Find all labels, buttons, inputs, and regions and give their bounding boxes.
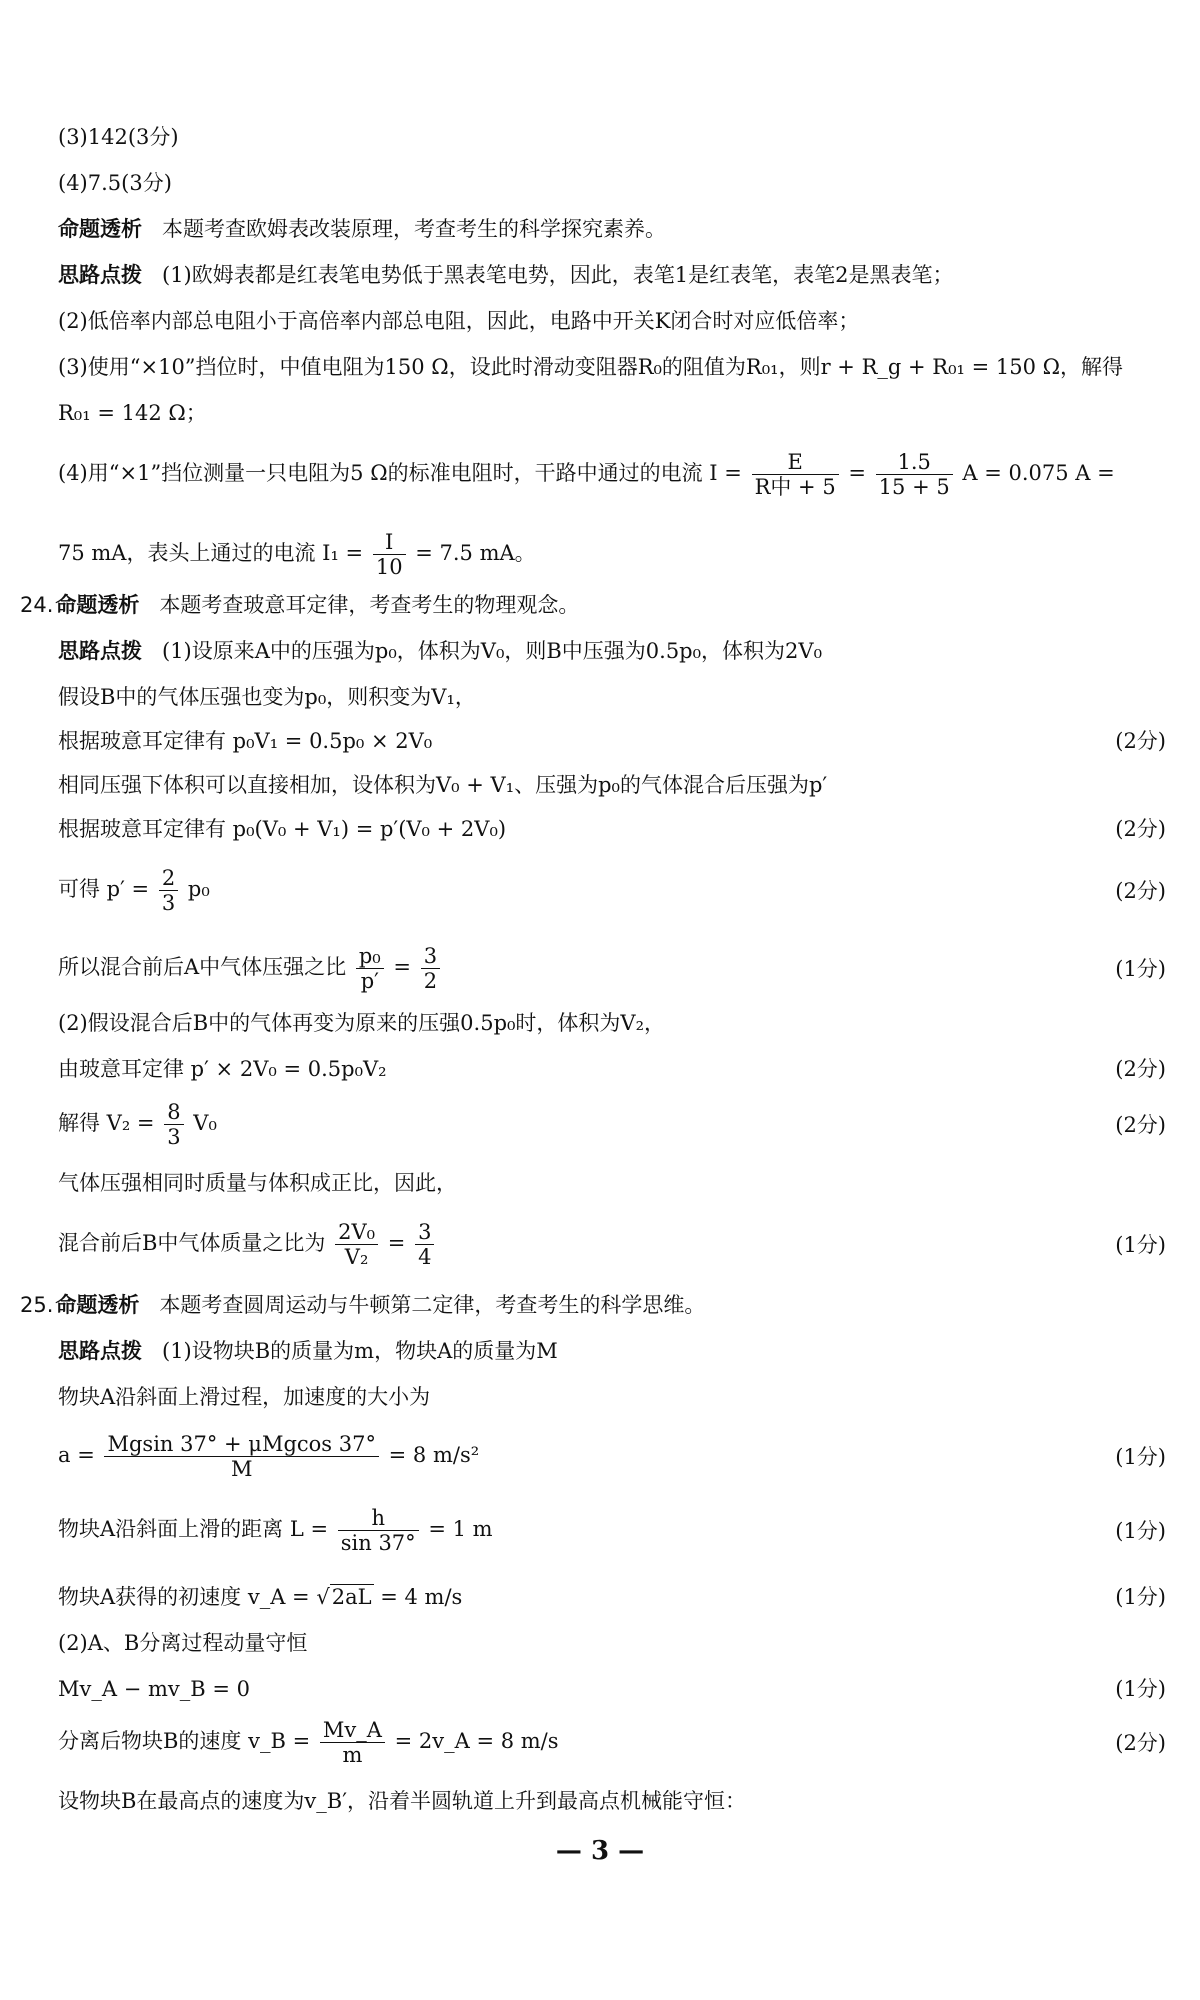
q24-line-13 <box>58 1220 1166 1269</box>
question-number: 25. <box>20 1293 54 1317</box>
line-text: R₀₁ = 142 Ω； <box>58 401 207 425</box>
numerator: h <box>338 1506 419 1531</box>
numerator: Mv_A <box>320 1718 385 1743</box>
page-number: — 3 — <box>555 1836 645 1866</box>
q24-line-4 <box>58 728 1166 754</box>
section-label: 命题透析 <box>55 1293 140 1317</box>
score: (1分) <box>1115 1585 1166 1609</box>
line-text: 物块A沿斜面上滑过程，加速度的大小为 <box>58 1385 431 1409</box>
numerator: p₀ <box>356 944 384 969</box>
line-text: 根据玻意耳定律有 p₀(V₀ + V₁) = p′(V₀ + 2V₀) <box>58 817 507 841</box>
line-text: Mv_A − mv_B = 0 <box>58 1677 250 1701</box>
analysis-line <box>58 216 1166 242</box>
numerator: I <box>373 530 406 555</box>
denominator: 2 <box>423 969 438 993</box>
fraction <box>876 450 953 499</box>
fraction <box>415 1220 434 1269</box>
section-label: 思路点拨 <box>58 1339 142 1363</box>
denominator: 3 <box>161 891 176 915</box>
q25-analysis <box>20 1292 1166 1318</box>
score: (2分) <box>1115 1057 1166 1081</box>
line-text: a = <box>58 1443 95 1467</box>
line-text: (2)假设混合后B中的气体再变为原来的压强0.5p₀时，体积为V₂， <box>58 1011 666 1035</box>
denominator: 3 <box>167 1125 181 1149</box>
q24-line-8 <box>58 944 1166 993</box>
q24-analysis <box>20 592 1166 618</box>
sqrt-radicand: 2aL <box>331 1585 372 1609</box>
score: (2分) <box>1115 1113 1166 1137</box>
denominator: p′ <box>360 969 379 993</box>
fraction <box>752 450 839 499</box>
line-text: = <box>393 955 412 979</box>
section-label: 思路点拨 <box>58 263 142 287</box>
fraction <box>320 1718 385 1767</box>
line-text: (4)用“×1”挡位测量一只电阻为5 Ω的标准电阻时，干路中通过的电流 I = <box>58 461 742 485</box>
fraction <box>421 944 440 993</box>
hint-line-5 <box>58 450 1166 499</box>
denominator: sin 37° <box>340 1531 416 1555</box>
line-text: (4)7.5(3分) <box>58 171 172 195</box>
fraction <box>159 866 178 915</box>
line-text: = <box>387 1231 406 1255</box>
score: (1分) <box>1115 1233 1166 1257</box>
q25-line-10 <box>58 1788 1166 1814</box>
line-text: V₀ <box>193 1111 217 1135</box>
score: (2分) <box>1115 879 1166 903</box>
line-text: 物块A沿斜面上滑的距离 L = <box>58 1517 329 1541</box>
hint-line-2 <box>58 308 1166 334</box>
line-text: = <box>848 461 866 485</box>
q24-line-11 <box>58 1100 1166 1149</box>
line-text: = 1 m <box>428 1517 493 1541</box>
q24-line-9 <box>58 1010 1166 1036</box>
denominator: V₂ <box>344 1245 369 1269</box>
numerator: 3 <box>415 1220 434 1245</box>
fraction <box>104 1432 378 1481</box>
line-text: 所以混合前后A中气体压强之比 <box>58 955 347 979</box>
line-text: (2)A、B分离过程动量守恒 <box>58 1631 308 1655</box>
hint-line-4 <box>58 400 1166 426</box>
score: (1分) <box>1115 1445 1166 1469</box>
q24-line-3 <box>58 684 1166 710</box>
line-text: 相同压强下体积可以直接相加，设体积为V₀ + V₁、压强为p₀的气体混合后压强为p′ <box>58 773 828 797</box>
line-text: = 8 m/s² <box>388 1443 480 1467</box>
line-text: (1)设原来A中的压强为p₀，体积为V₀，则B中压强为0.5p₀，体积为2V₀ <box>162 639 822 663</box>
line-text: (3)142(3分) <box>58 125 179 149</box>
line-text: 物块A获得的初速度 v_A = <box>58 1585 310 1609</box>
numerator: E <box>752 450 839 475</box>
score: (1分) <box>1115 1677 1166 1701</box>
numerator: 2V₀ <box>335 1220 378 1245</box>
fraction <box>164 1100 183 1149</box>
line-text: (1)欧姆表都是红表笔电势低于黑表笔电势，因此，表笔1是红表笔，表笔2是黑表笔； <box>162 263 954 287</box>
denominator: M <box>230 1457 253 1481</box>
line-text: 气体压强相同时质量与体积成正比，因此， <box>58 1171 457 1195</box>
line-text: = 4 m/s <box>380 1585 463 1609</box>
q24-line-12 <box>58 1170 1166 1196</box>
denominator: 15 + 5 <box>878 475 950 499</box>
section-label: 思路点拨 <box>58 639 142 663</box>
section-label: 命题透析 <box>55 593 140 617</box>
q25-line-9 <box>58 1718 1166 1767</box>
q25-line-7 <box>58 1630 1166 1656</box>
line-text: 设物块B在最高点的速度为v_B′，沿着半圆轨道上升到最高点机械能守恒： <box>58 1789 746 1813</box>
line-text: 本题考查欧姆表改装原理，考查考生的科学探究素养。 <box>162 217 666 241</box>
q25-line-4 <box>58 1432 1166 1481</box>
numerator: Mgsin 37° + μMgcos 37° <box>104 1432 378 1457</box>
hint-line <box>58 262 1166 288</box>
score: (1分) <box>1115 1519 1166 1543</box>
line-text: 分离后物块B的速度 v_B = <box>58 1729 311 1753</box>
hint-line-3 <box>58 354 1166 380</box>
answer-line-3 <box>58 124 1166 150</box>
line-text: 75 mA，表头上通过的电流 I₁ = <box>58 541 364 565</box>
q24-hint <box>58 638 1166 664</box>
line-text: 本题考查玻意耳定律，考查考生的物理观念。 <box>159 593 580 617</box>
line-text: (3)使用“×10”挡位时，中值电阻为150 Ω，设此时滑动变阻器R₀的阻值为R₀₁，则r + R_g + R₀₁ = 150 Ω，解得 <box>58 355 1124 379</box>
score: (2分) <box>1115 729 1166 753</box>
q25-line-5 <box>58 1506 1166 1555</box>
q24-line-10 <box>58 1056 1166 1082</box>
q24-line-7 <box>58 866 1166 915</box>
denominator: R中 + 5 <box>754 475 836 499</box>
numerator: 8 <box>164 1100 183 1125</box>
line-text: 可得 p′ = <box>58 877 150 901</box>
numerator: 2 <box>159 866 178 891</box>
line-text: (1)设物块B的质量为m，物块A的质量为M <box>162 1339 558 1363</box>
score: (2分) <box>1115 1731 1166 1755</box>
q25-line-8 <box>58 1676 1166 1702</box>
question-number: 24. <box>20 593 54 617</box>
line-text: p₀ <box>187 877 210 901</box>
numerator: 3 <box>421 944 440 969</box>
q25-hint <box>58 1338 1166 1364</box>
q25-line-3 <box>58 1384 1166 1410</box>
q24-line-6 <box>58 816 1166 842</box>
section-label: 命题透析 <box>58 217 142 241</box>
score: (1分) <box>1115 957 1166 981</box>
line-text: 本题考查圆周运动与牛顿第二定律，考查考生的科学思维。 <box>159 1293 706 1317</box>
fraction <box>373 530 406 579</box>
line-text: = 2v_A = 8 m/s <box>394 1729 559 1753</box>
line-text: = 7.5 mA。 <box>415 541 536 565</box>
answer-line-4 <box>58 170 1166 196</box>
q25-line-6: 物块A获得的初速度 v_A = √2aL = 4 m/s (1分) <box>58 1585 1166 1609</box>
score: (2分) <box>1115 817 1166 841</box>
line-text: 解得 V₂ = <box>58 1111 155 1135</box>
hint-line-6 <box>58 530 1166 579</box>
fraction <box>356 944 384 993</box>
fraction <box>338 1506 419 1555</box>
denominator: 10 <box>375 555 403 579</box>
line-text: 混合前后B中气体质量之比为 <box>58 1231 326 1255</box>
q24-line-5 <box>58 772 1166 798</box>
line-text: (2)低倍率内部总电阻小于高倍率内部总电阻，因此，电路中开关K闭合时对应低倍率； <box>58 309 860 333</box>
denominator: 4 <box>418 1245 432 1269</box>
line-text: 根据玻意耳定律有 p₀V₁ = 0.5p₀ × 2V₀ <box>58 729 433 753</box>
line-text: A = 0.075 A = <box>962 461 1115 485</box>
fraction <box>335 1220 378 1269</box>
line-text: 假设B中的气体压强也变为p₀，则积变为V₁， <box>58 685 476 709</box>
denominator: m <box>342 1743 363 1767</box>
numerator: 1.5 <box>876 450 953 475</box>
line-text: 由玻意耳定律 p′ × 2V₀ = 0.5p₀V₂ <box>58 1057 387 1081</box>
